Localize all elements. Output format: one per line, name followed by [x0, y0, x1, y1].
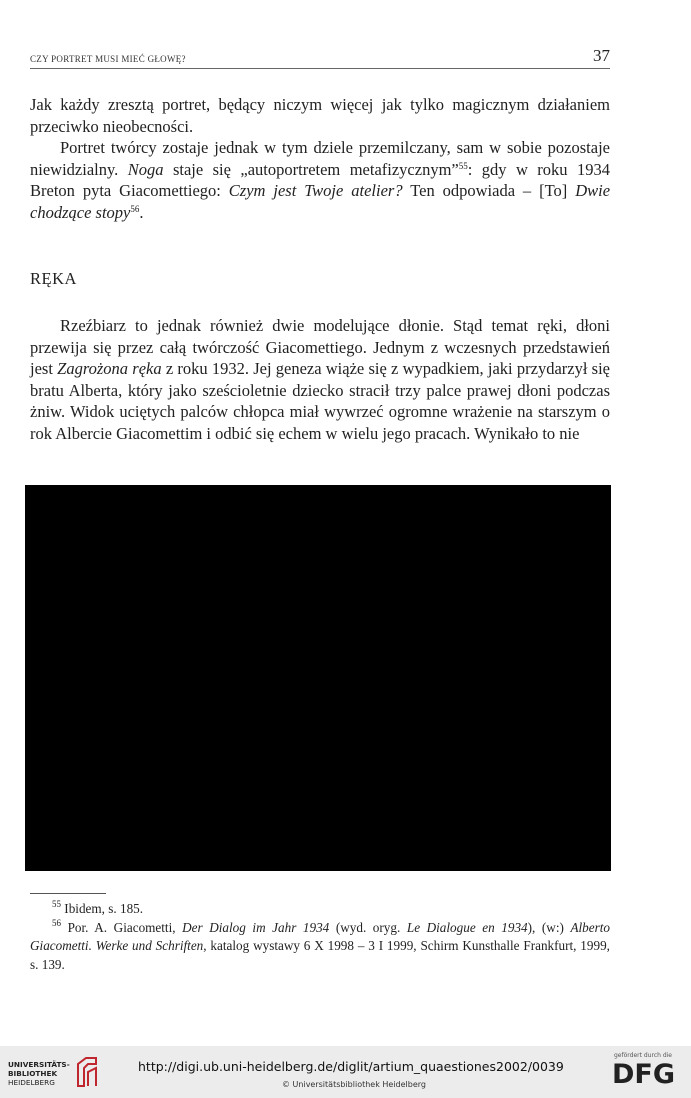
- section-heading: RĘKA: [30, 269, 77, 288]
- dfg-logo[interactable]: DFG: [612, 1059, 676, 1090]
- figure-image: [25, 485, 611, 871]
- library-line-2: BIBLIOTHEK: [8, 1069, 58, 1078]
- footnote-ref-56[interactable]: 56: [130, 203, 140, 214]
- dfg-caption: gefördert durch die: [614, 1052, 672, 1059]
- footnotes: [30, 900, 610, 974]
- document-url-link[interactable]: http://digi.ub.uni-heidelberg.de/diglit/artium_quaestiones2002/0039: [138, 1059, 564, 1074]
- university-library-logo[interactable]: [8, 1056, 103, 1092]
- paragraph-2: Portret twórcy zostaje jednak w tym dziele przemilczany, sam w sobie pozostaje niewidzialny. Noga staje się „autoportretem metafizycznym”$^{55}$: gdy w roku 1934 Breton pyta Giacomettiego: Czym jest Twoje atelier? Ten odpowiada – [To] Dwie chodzące stopy$^{56}$.: [30, 138, 611, 222]
- footnote-divider: [30, 893, 106, 894]
- library-line-3: HEIDELBERG: [8, 1078, 55, 1087]
- footnote-ref-55[interactable]: 55: [458, 160, 468, 171]
- body-text-middle: [30, 315, 610, 444]
- copyright-notice: © Universitätsbibliothek Heidelberg: [282, 1080, 427, 1089]
- running-title: CZY PORTRET MUSI MIEĆ GŁOWĘ?: [30, 54, 186, 64]
- footnote-56: $^{56}$ Por. A. Giacometti, Der Dialog im Jahr 1934 (wyd. oryg. Le Dialogue en 1934), (w:) Alberto Giacometti. Werke und Schriften, katalog wystawy 6 X 1998 – 3 I 1999, Schirm Kunsthalle Frankfurt, 1999, s. 139.: [30, 917, 611, 972]
- library-emblem-icon: [74, 1056, 100, 1088]
- paragraph-3: Rzeźbiarz to jednak również dwie modelujące dłonie. Stąd temat ręki, dłoni przewija się przez całą twórczość Giacomettiego. Jednym z wczesnych przedstawień jest Zagrożona ręka z roku 1932. Jej geneza wiąże się z wypadkiem, jaki przydarzył się bratu Alberta, który jako sześcioletnie dziecko stracił trzy palce prawej dłoni podczas żniw. Widok uciętych palców chłopca miał wywrzeć ogromne wrażenie na starszym o rok Albercie Giacomettim i odbić się echem w wielu jego pracach. Wynikało to nie: [30, 316, 610, 443]
- running-head: [30, 46, 610, 69]
- body-text-top: [30, 94, 610, 223]
- viewer-footer: [0, 1046, 691, 1098]
- footnote-55: $^{55}$ Ibidem, s. 185.: [52, 899, 144, 916]
- page-number: 37: [593, 46, 610, 65]
- paragraph-1: Jak każdy zresztą portret, będący niczym więcej jak tylko magicznym działaniem przeciwko nieobecności.: [30, 95, 610, 136]
- library-line-1: UNIVERSITÄTS-: [8, 1060, 70, 1069]
